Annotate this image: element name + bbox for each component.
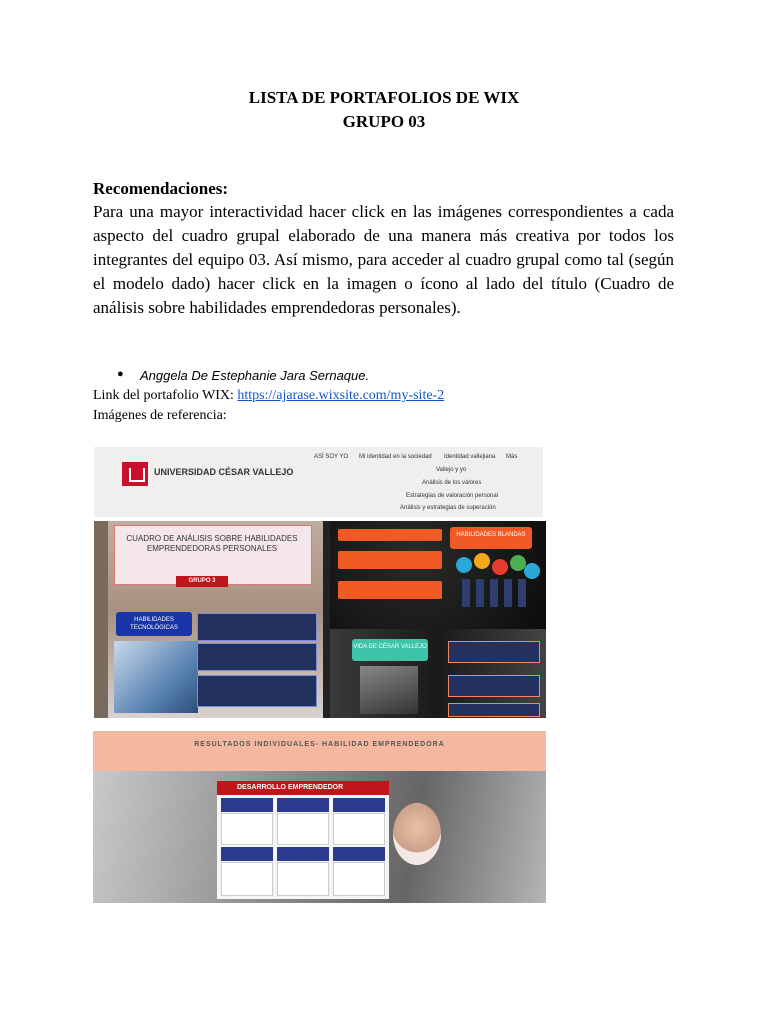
website-header-image[interactable] [94,447,543,517]
portfolio-link-line [93,388,444,404]
nav-item: Más [506,454,518,460]
results-header [93,731,546,771]
student-photo [393,803,441,865]
document-title: LISTA DE PORTAFOLIOS DE WIX [248,88,520,107]
portfolio-link[interactable]: https://ajarase.wixsite.com/my-site-2 [237,388,445,403]
grid-header-cell [221,798,273,812]
grupo-badge: GRUPO 3 [176,576,228,587]
grid-cell [333,813,385,845]
vallejo-portrait [360,666,418,714]
question-bar [338,581,442,599]
university-name: UNIVERSIDAD CÉSAR VALLEJO [154,467,294,477]
nav-item: Identidad vallejiana [444,454,496,460]
university-logo-icon [122,462,148,486]
cuadro-title: CUADRO DE ANÁLISIS SOBRE HABILIDADES EMPRENDEDORAS PERSONALES [126,534,298,553]
recommendations-body: Para una mayor interactividad hacer click en las imágenes correspondientes a cada aspecto del cuadro grupal elaborado de una manera más creativa por todos los integrantes del equipo 03. Así mismo, para acceder al cuadro grupal como tal (según el modelo dado) hacer click en la imagen o ícono al lado del título (Cuadro de análisis sobre habilidades emprendedoras personales). [93,202,674,317]
menu-item: Análisis de los valores [422,480,482,486]
question-bar [338,551,442,569]
gears-icon [454,553,540,609]
grid-header-cell [333,847,385,861]
resultados-individuales-image[interactable] [93,731,546,903]
hab-tecnologicas-label: HABILIDADES TECNOLÓGICAS [116,612,192,636]
vida-vallejo-label: VIDA DE CÉSAR VALLEJO [352,639,428,661]
tech-hand-photo [114,641,198,713]
question-box [448,641,540,663]
nav-item: ASÍ SOY YO [314,454,349,460]
menu-item: Estrategias de valoración personal [406,493,499,499]
grid-header-cell [277,798,329,812]
cuadro-analisis-collage-image[interactable] [94,521,546,718]
question-box [448,675,540,697]
nav-item: Mi identidad en la sociedad [359,454,432,460]
left-panel [94,521,323,718]
desarrollo-heading: DESARROLLO EMPRENDEDOR [217,781,389,795]
question-box [197,675,317,707]
results-title: RESULTADOS INDIVIDUALES- HABILIDAD EMPRENDEDORA [194,741,445,748]
grid-cell [277,813,329,845]
recommendations-heading: Recomendaciones: [93,179,229,198]
grid-header-cell [333,798,385,812]
hab-blandas-label: HABILIDADES BLANDAS [450,527,532,549]
question-box [448,703,540,717]
question-box [197,643,317,671]
portfolio-link-label: Link del portafolio WIX: [93,388,238,403]
grid-cell [221,813,273,845]
grid-header-cell [221,847,273,861]
question-box [197,613,317,641]
grid-cell [277,862,329,896]
menu-item: Vallejo y yo [436,467,467,473]
menu-item: Análisis y estrategias de superación [400,505,496,511]
right-panel [330,521,546,718]
bullet-icon: ● [117,368,124,380]
grid-cell [333,862,385,896]
reference-images-label: Imágenes de referencia: [93,408,227,423]
grid-header-cell [277,847,329,861]
question-bar [338,529,442,541]
document-subtitle: GRUPO 03 [342,112,426,131]
member-name: Anggela De Estephanie Jara Sernaque. [140,368,370,383]
grid-cell [221,862,273,896]
